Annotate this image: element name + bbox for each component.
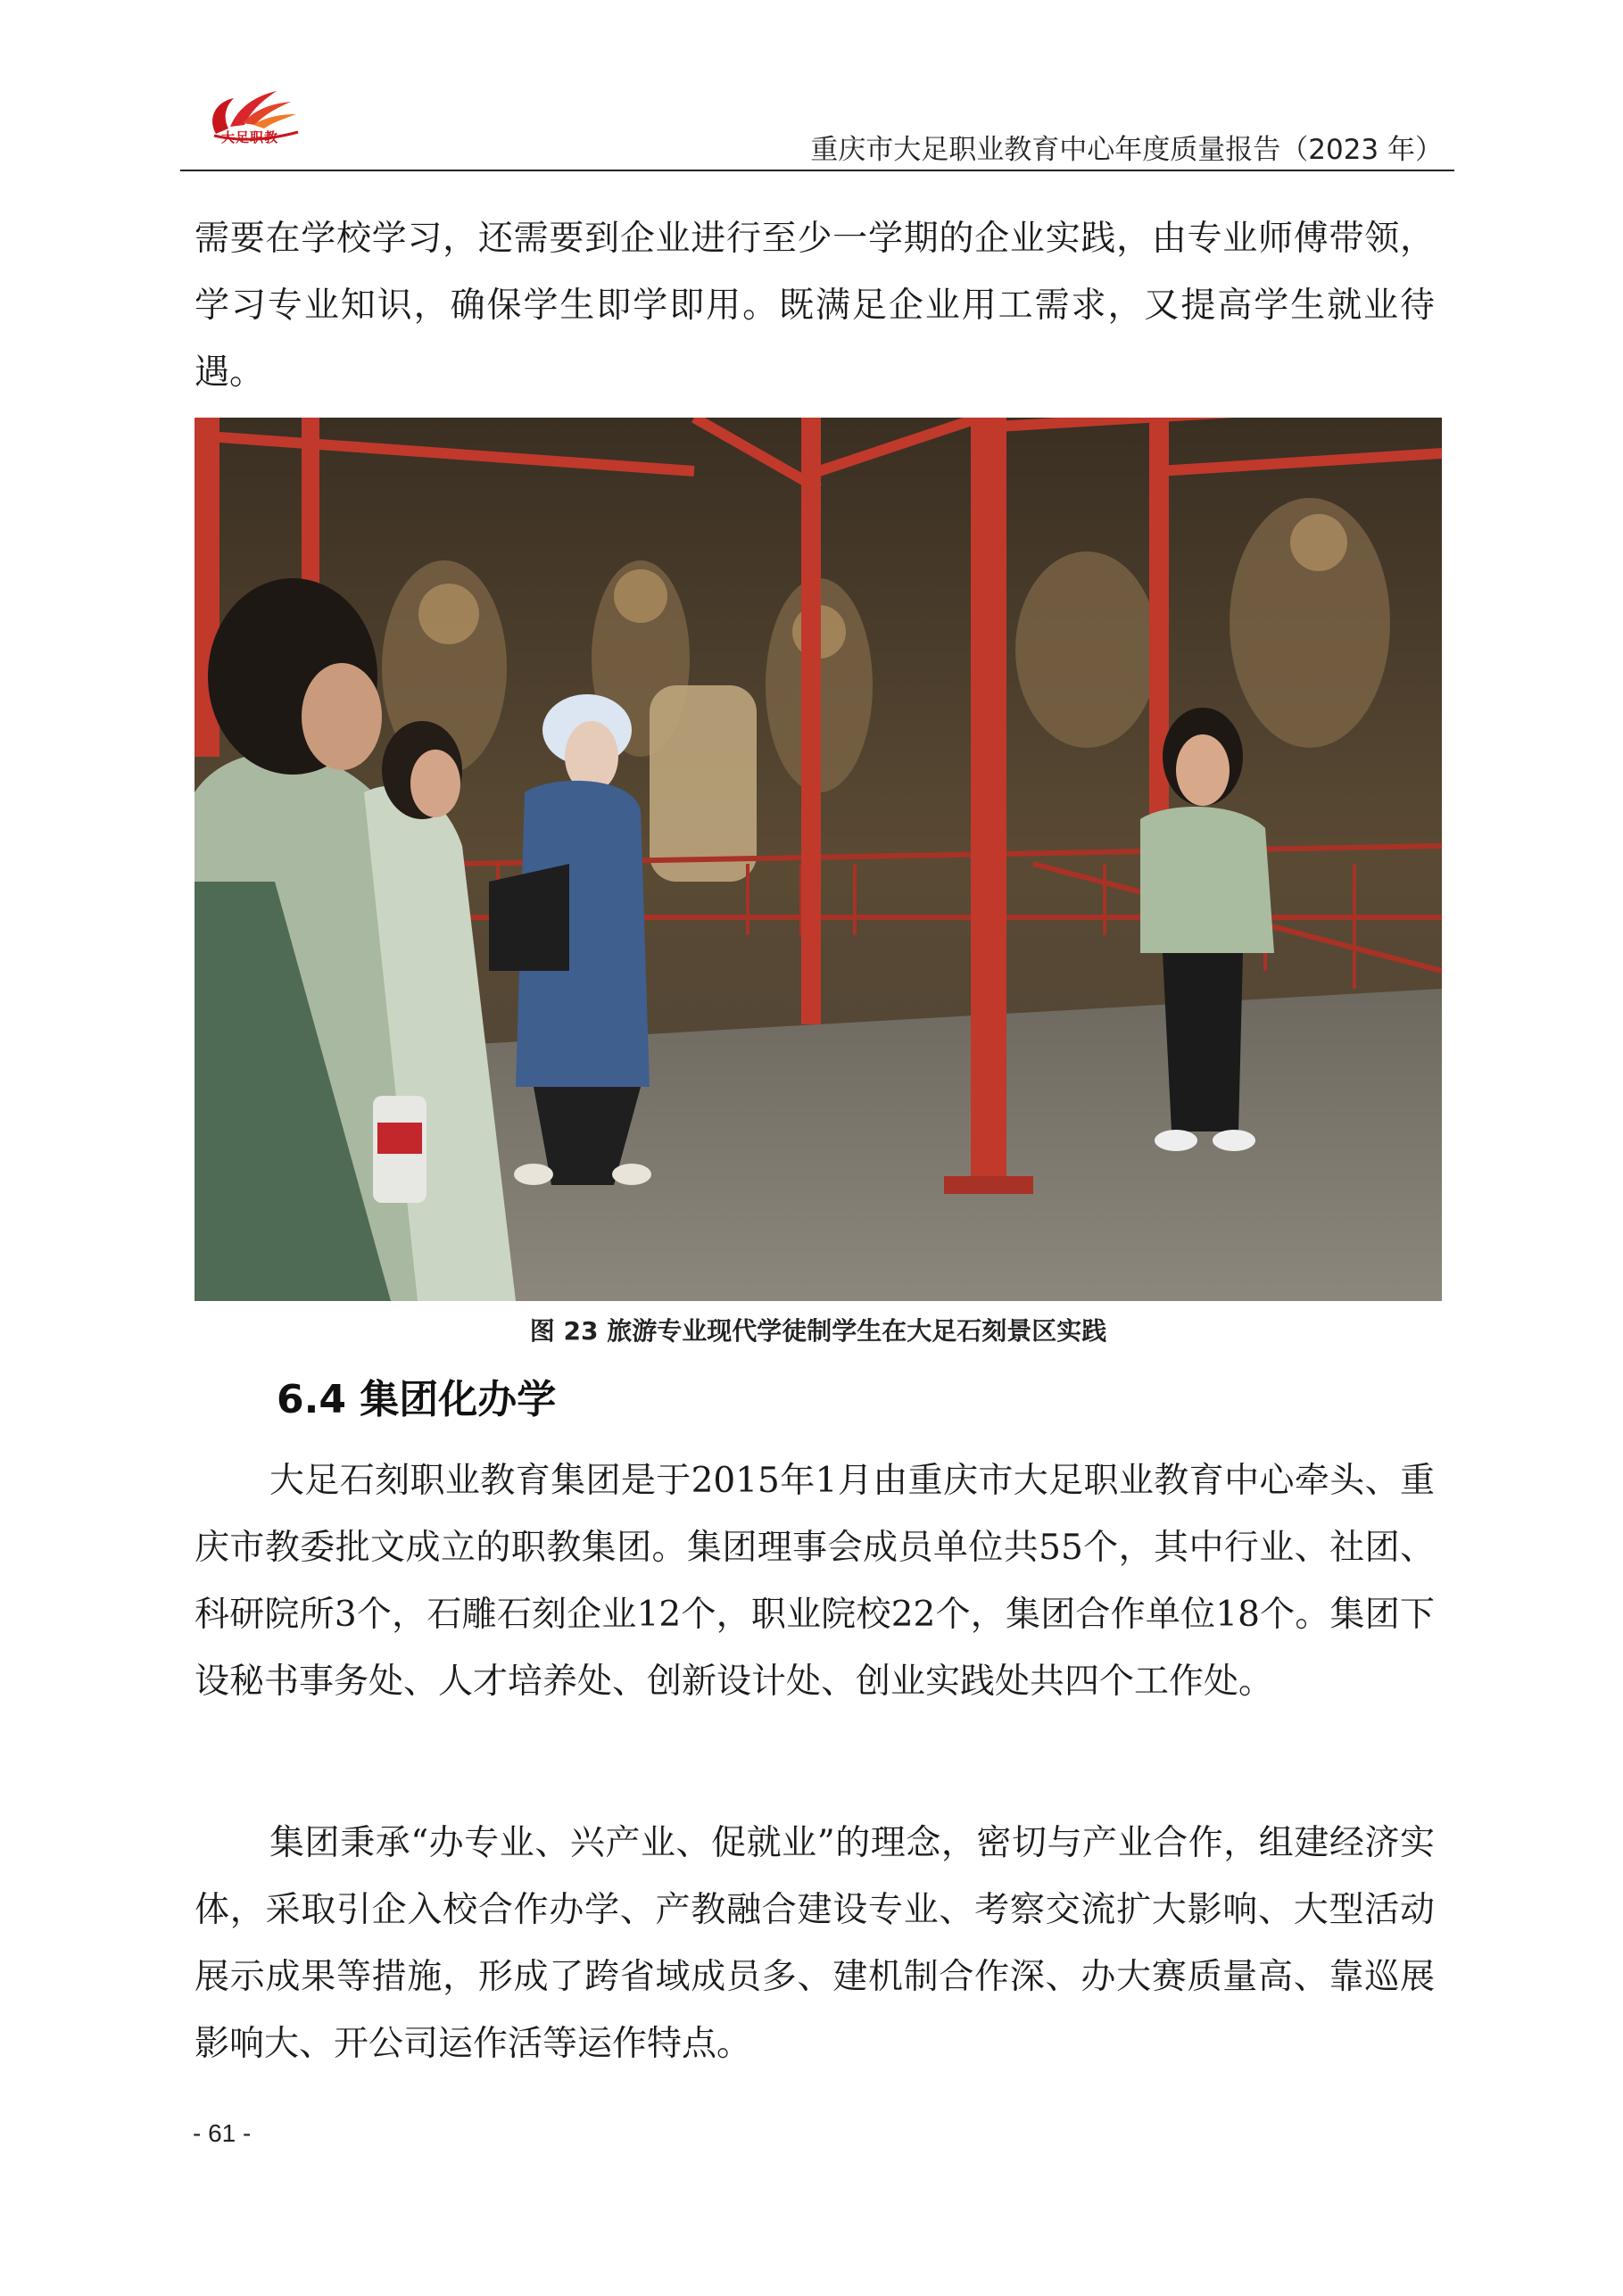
figure-caption: 图 23 旅游专业现代学徒制学生在大足石刻景区实践 <box>529 1316 1107 1346</box>
intro-paragraph: 需要在学校学习，还需要到企业进行至少一学期的企业实践，由专业师傅带领，学习专业知识，确保学生即学即用。既满足企业用工需求，又提高学生就业待遇。 <box>195 219 1435 393</box>
header-divider <box>180 170 1454 171</box>
page-number: - 61 - <box>193 2119 252 2147</box>
section-paragraph-2: 集团秉承“办专业、兴产业、促就业”的理念，密切与产业合作，组建经济实体，采取引企入校合作办学、产教融合建设专业、考察交流扩大影响、大型活动展示成果等措施，形成了跨省域成员多、建机制合作深、办大赛质量高、靠巡展影响大、开公司运作活等运作特点。 <box>195 1823 1435 2064</box>
header-title: 重庆市大足职业教育中心年度质量报告（2023 年） <box>810 134 1443 166</box>
temple-photo <box>195 418 1442 1301</box>
section-heading: 6.4 集团化办学 <box>277 1377 557 1422</box>
section-paragraph-1: 大足石刻职业教育集团是于2015年1月由重庆市大足职业教育中心牵头、重庆市教委批文成立的职教集团。集团理事会成员单位共55个，其中行业、社团、科研院所3个，石雕石刻企业12个，职业院校22个，集团合作单位18个。集团下设秘书事务处、人才培养处、创新设计处、创业实践处共四个工作处。 <box>195 1461 1435 1702</box>
logo-text: 大足职教 <box>221 129 279 145</box>
